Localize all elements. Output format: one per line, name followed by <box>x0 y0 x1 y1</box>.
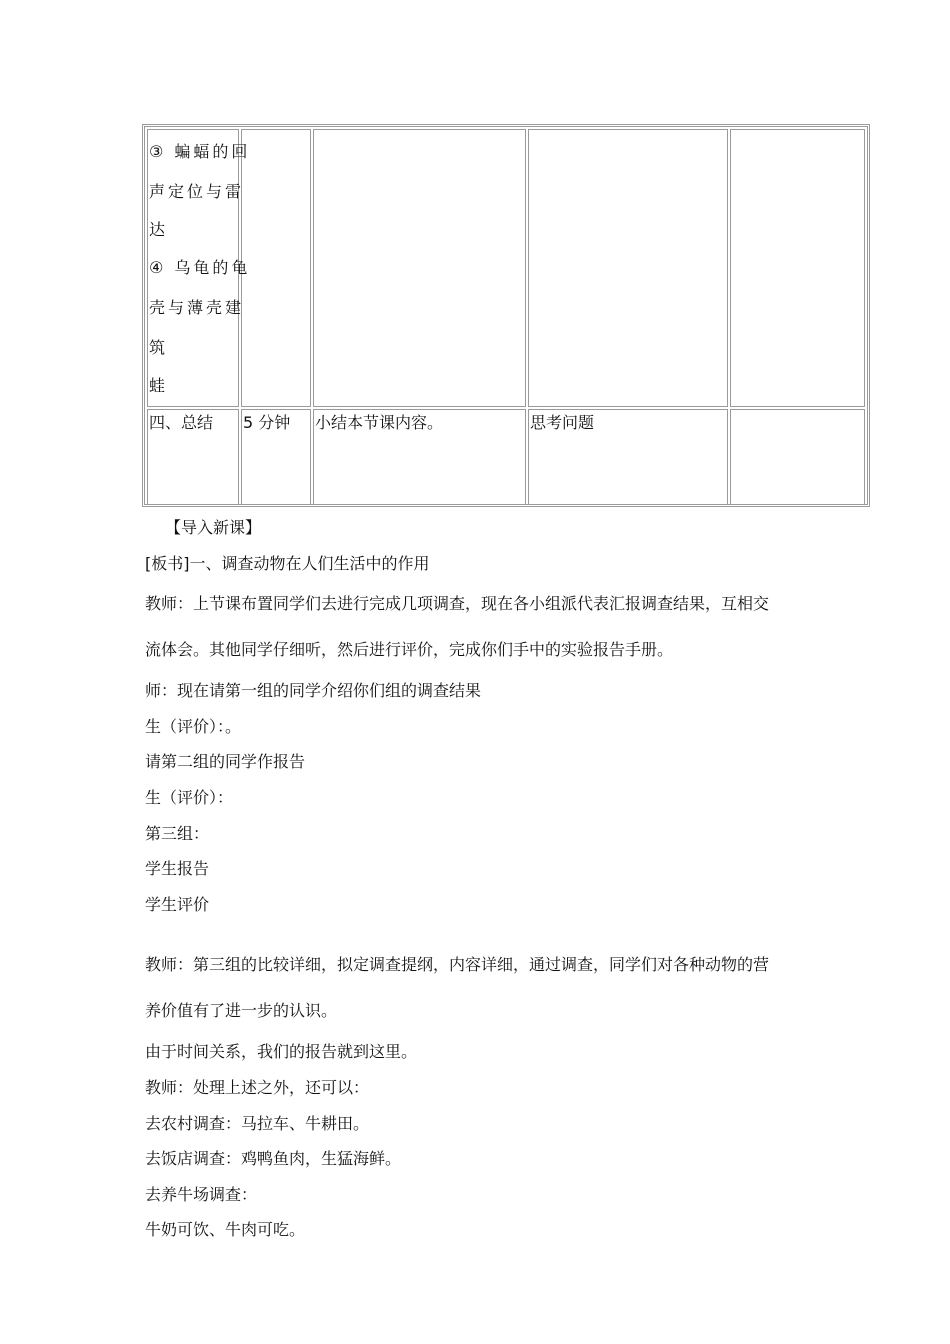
paragraph: 教师：上节课布置同学们去进行完成几项调查，现在各小组派代表汇报调查结果，互相交 <box>145 594 770 614</box>
table-cell-student <box>528 129 728 407</box>
paragraph: 去农村调查：马拉车、牛耕田。 <box>145 1113 370 1133</box>
paragraph: 去养牛场调查： <box>145 1184 258 1204</box>
paragraph: 学生评价 <box>145 894 210 914</box>
section-heading: 【导入新课】 <box>165 518 262 537</box>
cell-line: 声定位与雷 <box>149 182 245 201</box>
paragraph: 养价值有了进一步的认识。 <box>145 1001 338 1021</box>
lesson-plan-table <box>145 127 867 507</box>
table-cell-teacher <box>313 129 526 407</box>
lesson-body <box>145 510 825 1248</box>
table-cell-step: 四、总结 <box>147 409 239 505</box>
paragraph: 去饭店调查：鸡鸭鱼肉，生猛海鲜。 <box>145 1149 402 1169</box>
table-row <box>147 409 865 505</box>
table-cell-time <box>241 129 311 407</box>
cell-line: 壳与薄壳建 <box>149 298 245 317</box>
paragraph: 生（评价）：。 <box>145 716 242 736</box>
table-row <box>147 129 865 407</box>
table-cell-teacher: 小结本节课内容。 <box>313 409 526 505</box>
table-cell-time: 5 分钟 <box>241 409 311 505</box>
paragraph: 流体会。其他同学仔细听，然后进行评价，完成你们手中的实验报告手册。 <box>145 640 674 660</box>
cell-line: 筑 <box>149 338 169 357</box>
cell-line: ③ 蝙蝠的回 <box>149 142 251 161</box>
table-cell-student: 思考问题 <box>528 409 728 505</box>
table-cell-notes <box>730 129 865 407</box>
paragraph: 第三组： <box>145 823 210 843</box>
paragraph: 师：现在请第一组的同学介绍你们组的调查结果 <box>145 681 482 701</box>
paragraph: 牛奶可饮、牛肉可吃。 <box>145 1220 306 1240</box>
lesson-plan-table-frame <box>142 124 870 507</box>
paragraph: 生（评价）： <box>145 787 234 807</box>
paragraph: 教师：第三组的比较详细，拟定调查提纲，内容详细，通过调查，同学们对各种动物的营 <box>145 955 770 975</box>
cell-line: 达 <box>149 220 169 239</box>
paragraph: 由于时间关系，我们的报告就到这里。 <box>145 1042 418 1062</box>
paragraph: 请第二组的同学作报告 <box>145 752 306 772</box>
cell-line: ④ 乌龟的龟 <box>149 258 251 277</box>
paragraph: 学生报告 <box>145 859 210 879</box>
table-cell-topics <box>147 129 251 407</box>
table-cell-notes <box>730 409 865 505</box>
cell-line: 蛙 <box>149 376 169 395</box>
paragraph: 教师：处理上述之外，还可以： <box>145 1077 370 1097</box>
board-note: [板书]一、调查动物在人们生活中的作用 <box>145 553 430 573</box>
